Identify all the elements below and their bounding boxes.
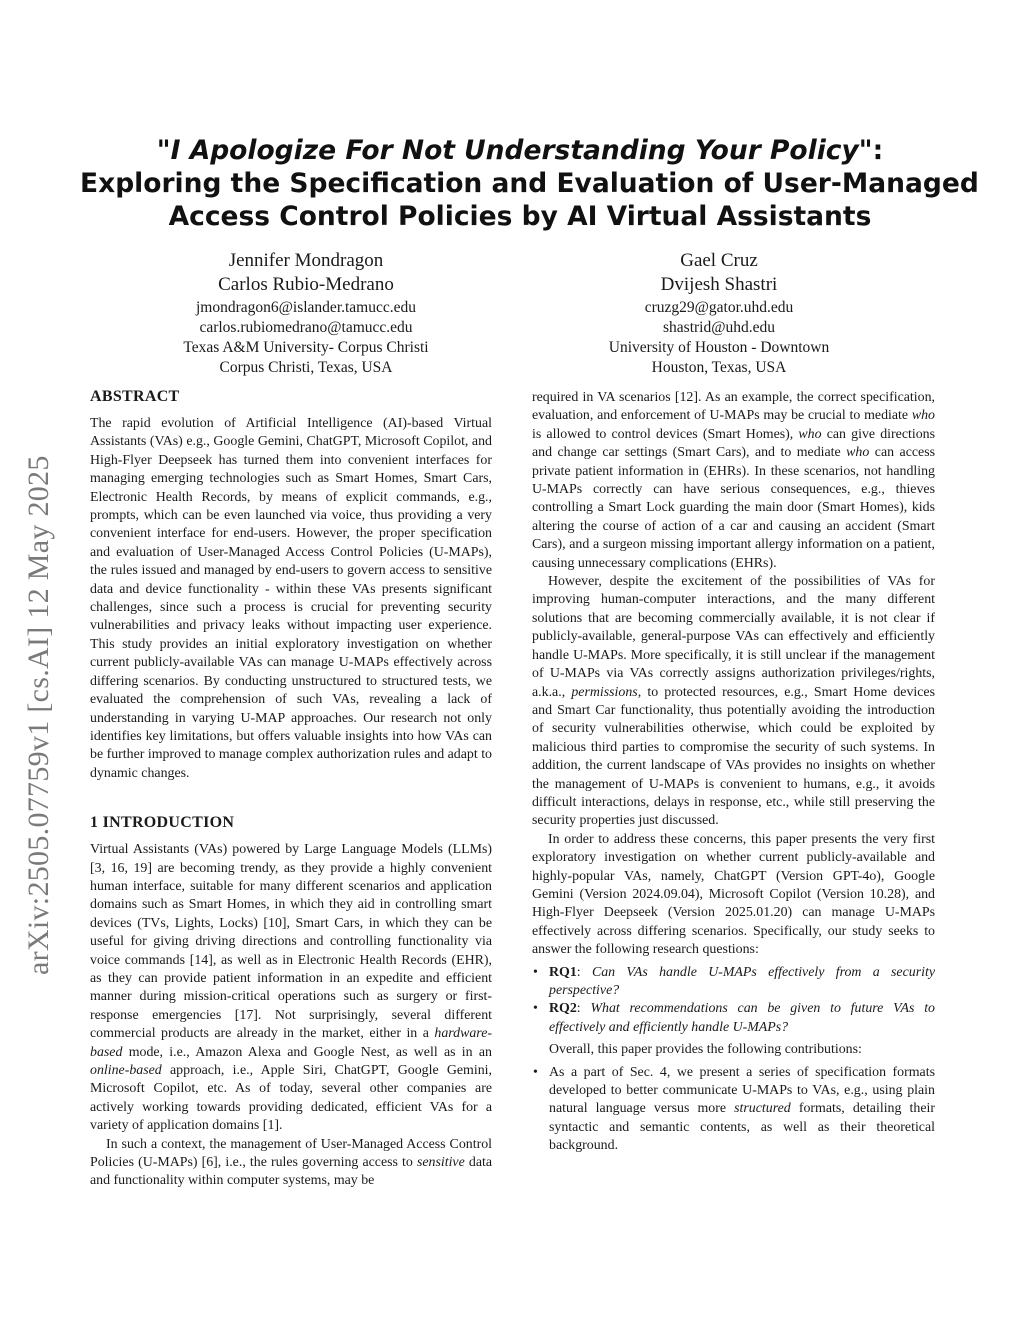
arxiv-stamp: arXiv:2505.07759v1 [cs.AI] 12 May 2025 (22, 455, 55, 975)
author-email: carlos.rubiomedrano@tamucc.edu (199, 319, 413, 336)
title-line-1 (80, 134, 960, 167)
right-column (532, 389, 935, 1160)
author-email: shastrid@uhd.edu (663, 319, 775, 336)
author-name: Gael Cruz (680, 250, 758, 271)
title-quote-close: ": (858, 135, 884, 166)
research-questions-list (532, 964, 935, 1038)
author-affiliation: University of Houston - Downtown (608, 339, 830, 356)
intro-paragraph-1: Virtual Assistants (VAs) powered by Large Language Models (LLMs) [3, 16, 19] are becoming trendy, as they provide a highly convenient human interface, suitable for many different scenarios and application domains such as Smart Homes, in which they aid in controlling smart devices (TVs, Lights, Locks) [10], Smart Cars, in which they can be useful for giving driving directions and controlling functionality via voice commands [14], as well as in Electronic Health Records (EHR), as they can provide patient information in an expedite and efficient manner during mission-critical operations such as surgery or first-response emergencies [17]. Not surprisingly, several different commercial products are already in the market, either in a hardware-based mode, i.e., Amazon Alexa and Google Nest, as well as in an online-based approach, i.e., Apple Siri, ChatGPT, Google Gemini, Microsoft Copilot, etc. As of today, several other companies are actively working towards providing dedicated, efficient VAs for a variety of application domains [1]. (90, 842, 492, 1134)
title-line-2: Exploring the Specification and Evaluation of User-Managed (80, 168, 979, 199)
paper-title (80, 134, 979, 233)
author-location: Corpus Christi, Texas, USA (219, 359, 393, 376)
author-block-right (566, 249, 872, 378)
research-question: • RQ1: Can VAs handle U-MAPs effectively from a security perspective? (532, 964, 935, 1001)
author-name: Dvijesh Shastri (660, 274, 778, 295)
author-name: Carlos Rubio-Medrano (218, 274, 394, 295)
abstract-heading: ABSTRACT (90, 388, 180, 405)
author-name: Jennifer Mondragon (228, 250, 384, 271)
left-column (90, 387, 492, 1191)
title-quote-text: I Apologize For Not Understanding Your Policy (170, 135, 859, 166)
intro-heading: 1 INTRODUCTION (90, 814, 235, 832)
right-paragraph-3: In order to address these concerns, this paper presents the very first exploratory investigation on whether current publicly-available and highly-popular VAs, namely, ChatGPT (Version GPT-4o), Google Gemini (Version 2024.09.04), Microsoft Copilot (Version 10.28), and High-Flyer Deepseek (Version 2025.01.20) can manage U-MAPs effectively across differing scenarios. Specifically, our study seeks to answer the following research questions: (532, 831, 935, 958)
contribution-item: • As a part of Sec. 4, we present a series of specification formats developed to better communicate U-MAPs to VAs, e.g., using plain natural language versus more structured formats, detailing their syntactic and semantic contents, as well as their theoretical background. (532, 1064, 935, 1156)
author-block-left (150, 249, 462, 378)
title-line-3: Access Control Policies by AI Virtual Assistants (168, 201, 872, 232)
author-email: cruzg29@gator.uhd.edu (644, 299, 794, 316)
title-quote-open: " (156, 135, 171, 166)
author-affiliation: Texas A&M University- Corpus Christi (183, 339, 429, 356)
contributions-list (532, 1064, 935, 1156)
author-email: jmondragon6@islander.tamucc.edu (195, 299, 417, 316)
contributions-intro: Overall, this paper provides the following contributions: (549, 1042, 862, 1058)
right-paragraph-2: However, despite the excitement of the possibilities of VAs for improving human-computer interactions, and the many different solutions that are becoming commercially available, it is not clear if publicly-available, general-purpose VAs can effectively and efficiently handle U-MAPs. More specifically, it is still unclear if the management of U-MAPs via VAs correctly assigns authorization privileges/rights, a.k.a., permissions, to protected resources, e.g., Smart Home devices and Smart Car functionality, thus potentially avoiding the introduction of security vulnerabilities otherwise, which could be exploited by malicious third parties to compromise the security of such systems. In addition, the current landscape of VAs provides no insights on whether the management of U-MAPs is convenient to humans, e.g., it avoids difficult interactions, delays in response, etc., while still preserving the security properties just discussed. (532, 574, 935, 829)
right-paragraph-1: required in VA scenarios [12]. As an example, the correct specification, evaluation, and enforcement of U-MAPs may be crucial to mediate who is allowed to control devices (Smart Homes), who can give directions and change car settings (Smart Cars), and to mediate who can access private patient information in (EHRs). In these scenarios, not handling U-MAPs correctly can have serious consequences, e.g., thieves controlling a Smart Lock guarding the main door (Smart Homes), kids altering the course of action of a car and causing an accident (Smart Cars), and a surgeon missing important allergy information on a patient, causing unnecessary complications (EHRs). (532, 390, 936, 571)
intro-paragraph-2: In such a context, the management of User-Managed Access Control Policies (U-MAPs) [6], i.e., the rules governing access to sensitive data and functionality within computer systems, may be (90, 1136, 493, 1189)
abstract-text: The rapid evolution of Artificial Intelligence (AI)-based Virtual Assistants (VAs) e.g., Google Gemini, ChatGPT, Microsoft Copilot, and High-Flyer Deepseek has turned them into convenient interfaces for managing emerging technologies such as Smart Homes, Smart Cars, Electronic Health Records, by means of explicit commands, e.g., prompts, which can be even launched via voice, thus providing a very convenient interface for end-users. However, the proper specification and evaluation of User-Managed Access Control Policies (U-MAPs), the rules issued and managed by end-users to govern access to sensitive data and device functionality - within these VAs presents significant challenges, since such a process is crucial for preventing security vulnerabilities and privacy leaks without impacting user experience. This study provides an initial exploratory investigation on whether current publicly-available VAs can manage U-MAPs effectively across differing scenarios. By conducting unstructured to structured tests, we evaluated the comprehension of such VAs, revealing a lack of understanding in varying U-MAP approaches. Our research not only identifies key limitations, but offers valuable insights into how VAs can be further improved to manage complex authorization rules and adapt to dynamic changes. (90, 416, 492, 781)
author-location: Houston, Texas, USA (651, 359, 787, 376)
research-question: • RQ2: What recommendations can be given to future VAs to effectively and efficiently handle U-MAPs? (532, 1000, 935, 1037)
